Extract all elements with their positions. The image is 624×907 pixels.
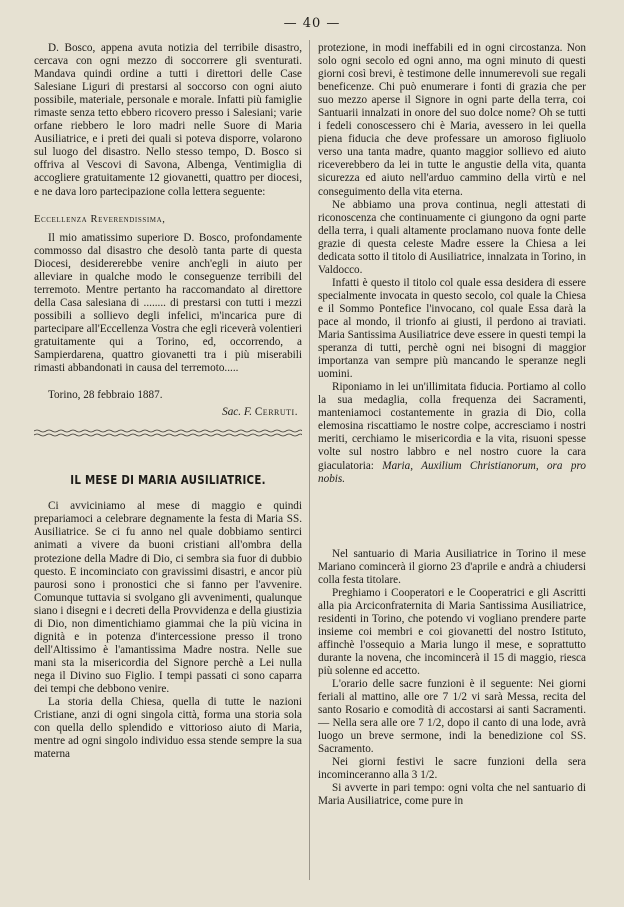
paragraph: Infatti è questo il titolo col quale essa desidera di essere specialmente invocata in questo secolo, col quale la Chiesa e il Sommo Pontefice l'invocano, col quale Essa darà la pace al mondo, il trionfo ai giusti, il perdono ai traviati. Maria Santissima Ausiliatrice deve essere in questi tempi la speranza di tutti, perchè ogni nei bisogni di maggior importanza van sempre più mancando le speranze negli uomini. xyxy=(318,276,586,381)
left-column xyxy=(34,42,302,761)
page-number: — 40 — xyxy=(283,16,341,31)
letter-body: Il mio amatissimo superiore D. Bosco, profondamente commosso dal disastro che desolò tanta parte di questa Diocesi, desidererebbe venire anch'egli in aiuto per alleviare in qualche modo le conseguenze terribili del terremoto. Mentre pertanto ha raccomandato al direttore della Casa salesiana di ........ di prestarsi con tutti i mezzi possibili a sollievo degli infelici, m'incarica pure di partecipare all'Eccellenza Vostra che egli riceverà volentieri gratuitamente qui a Torino, ed, occorrendo, a Sampierdarena, quattro giovanetti tra i più miserabili rimasti abbandonati in causa del terremoto..... xyxy=(34,231,302,375)
paragraph: Si avverte in pari tempo: ogni volta che nel santuario di Maria Ausiliatrice, come pure in xyxy=(318,782,586,808)
paragraph: Nel santuario di Maria Ausiliatrice in Torino il mese Mariano comincerà il giorno 23 d'aprile e andrà a chiudersi colla festa titolare. xyxy=(318,547,586,586)
paragraph: La storia della Chiesa, quella di tutte le nazioni Cristiane, anzi di ogni singola città, forma una storia sola con quella dello splendido e vittorioso aiuto di Maria, mentre ad ogni singolo individuo essa stende sempre la sua materna xyxy=(34,696,302,761)
ejaculation-latin: Maria, Auxilium Christianorum, ora pro nobis. xyxy=(318,459,586,485)
paragraph: D. Bosco, appena avuta notizia del terribile disastro, cercava con ogni mezzo di soccorrere gli sventurati. Mandava quindi ordine a tutti i direttori delle Case Salesiane Liguri di prestarsi al soccorso con ogni aiuto possibile, materiale, personale e morale. Infatti più famiglie rimaste senza tetto ebbero ricovero presso i Salesiani; varie orfane riebbero le loro madri nelle Suore di Maria Ausiliatrice, e i preti dei quali si poteva disporre, volarono sul luogo del disastro. Nello stesso tempo, D. Bosco si offriva al Vescovi di Savona, Albenga, Ventimiglia di accogliere gratuitamente 12 giovanetti, quattro per diocesi, e ne dava loro partecipazione colla lettera seguente: xyxy=(34,42,302,198)
paragraph: protezione, in modi ineffabili ed in ogni circostanza. Non solo ogni secolo ed ogni anno, ma ogni minuto di questi giorni così brevi, è testimone delle innumerevoli sue regali beneficenze. Chi può enumerare i fonti di grazia che per suo mezzo aperse il Signore in ogni parte della terra, coi Santuarii innalzati in onore del suo dolce nome? Oh se tutti i fedeli conoscessero chi è Maria, avessero in lei quella piena fiducia che deve professare un amoroso figliuolo verso una tanta madre, quanto maggior sollievo ed aiuto riceverebbero da lei in tutte le angustie della vita, quanta sicurezza ed aiuto nell'arduo cammino della virtù e nel conseguimento della vita eterna. xyxy=(318,42,586,198)
paragraph: Preghiamo i Cooperatori e le Cooperatrici e gli Ascritti alla pia Arciconfraternita di Maria Santissima Ausiliatrice, residenti in Torino, che potendo vi vogliano prendere parte insieme coi membri e coi giovanetti del nostro Istituto, affinchè l'ossequio a Maria lungo il mese, e soprattutto durante la novena, che incomincerà il 15 di maggio, riesca più solenne ed accetto. xyxy=(318,586,586,678)
paragraph-text: Riponiamo in lei un'illimitata fiducia. Portiamo al collo la sua medaglia, colla frequenza dei Sacramenti, manteniamoci costantemente in grazia di Dio, colla elemosina riscattiamo le nostre colpe, accresciamo i nostri meriti, cerchiamo le misericordia e la vita, risuoni spesse volte sul nostro labbro e nel nostro cuore la cara giaculatoria: xyxy=(318,381,586,472)
letter-signature xyxy=(34,406,302,419)
spacer xyxy=(318,486,586,548)
paragraph: Ne abbiamo una prova continua, negli attestati di riconoscenza che continuamente ci giungono da ogni parte della terra, i quali altamente proclamano nuova fonte delle grazie di questa celeste Madre essere la Chiesa a lei dedicata sotto il titolo di Ausiliatrice, innalzata in Torino, in Valdocco. xyxy=(318,198,586,276)
signature-name: Cerruti. xyxy=(254,406,298,419)
wavy-divider xyxy=(34,429,302,437)
signature-prefix: Sac. F. xyxy=(222,406,255,419)
paragraph: L'orario delle sacre funzioni è il seguente: Nei giorni feriali al mattino, alle ore 7 1/2 vi sarà Messa, recita del santo Rosario e comodità di accostarsi ai santi Sacramenti. — Nella sera alle ore 7 1/2, dopo il canto di una lode, avrà luogo un breve sermone, indi la benedizione col SS. Sacramento. xyxy=(318,678,586,756)
column-divider xyxy=(309,40,310,880)
paragraph: Ci avviciniamo al mese di maggio e quindi prepariamoci a celebrare degnamente la festa di Maria SS. Ausiliatrice. Se ci fu anno nel quale dobbiamo sentirci animati a vivere da buoni cristiani all'ombra della protezione della Madre di Dio, ci sembra sia fuor di dubbio questo. E incominciato con gravissimi disastri, e ancor più paurosi sono i pronostici che si fanno per l'avvenire. Comunque tuttavia si svolgano gli avvenimenti, qualunque siano i disegni e i decreti della Provvidenza e della giustizia di Dio, non dimentichiamo giammai che la più vicina in dignità e in potenza d'intercessione presso il trono dell'Altissimo è l'amantissima Madre nostra. Nelle sue mani sta la misericordia del Signore perchè a Lei nulla nega il Divino suo Figlio. I tempi passati ci sono caparra dei tempi che debbono venire. xyxy=(34,500,302,695)
letter-date: Torino, 28 febbraio 1887. xyxy=(48,389,163,402)
section-title: IL MESE DI MARIA AUSILIATRICE. xyxy=(70,472,266,488)
letter-salutation: Eccellenza Reverendissima, xyxy=(34,213,166,225)
paragraph-with-ejaculation xyxy=(318,381,586,485)
paragraph: Nei giorni festivi le sacre funzioni della sera incominceranno alla 3 1/2. xyxy=(318,756,586,782)
right-column xyxy=(318,42,586,809)
